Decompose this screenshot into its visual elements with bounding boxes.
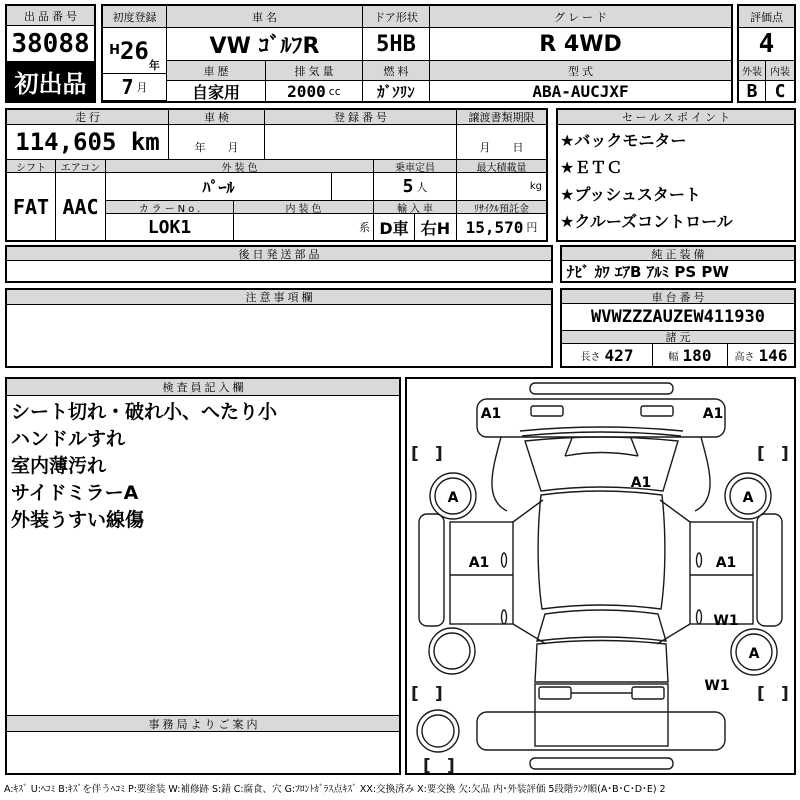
recycle-unit: 円 bbox=[526, 221, 538, 234]
right-door-folds bbox=[657, 500, 690, 644]
inspector-note: シート切れ・破れ小、へたり小 bbox=[11, 401, 278, 423]
sales-point-item: ★プッシュスタート bbox=[560, 185, 701, 204]
max-load-label: 最大積載量 bbox=[457, 160, 546, 173]
inspection-value: 年 月 bbox=[169, 125, 265, 160]
damage-label-front-left-fender: A1 bbox=[480, 406, 502, 422]
rear-window bbox=[537, 610, 666, 641]
damage-label-front-right-fender: A1 bbox=[702, 406, 724, 422]
interior-label: 内装 bbox=[766, 61, 794, 81]
left-taillight bbox=[539, 687, 571, 699]
import-label: 輸入車 bbox=[374, 201, 457, 214]
shift-label: シフト bbox=[7, 160, 56, 173]
office-label: 事務局よりご案内 bbox=[7, 715, 399, 732]
displacement bbox=[266, 81, 363, 101]
interior-color-value: 系 bbox=[234, 214, 374, 240]
height-label: 高さ bbox=[734, 351, 755, 363]
transfer-docs-value: 月 日 bbox=[457, 125, 546, 160]
bracket: ] bbox=[435, 444, 443, 464]
first-registration-label: 初度登録 bbox=[103, 6, 167, 28]
first-listing-badge: 初出品 bbox=[7, 62, 94, 101]
office-value bbox=[7, 732, 399, 773]
damage-labels bbox=[448, 406, 760, 694]
right-taillight bbox=[632, 687, 664, 699]
damage-label-windshield: A1 bbox=[630, 475, 652, 491]
oem-equipment-box bbox=[560, 245, 796, 283]
capacity-unit: 人 bbox=[416, 180, 428, 194]
left-rear-door-handle bbox=[502, 610, 507, 624]
model-code-label: 型式 bbox=[430, 61, 731, 81]
damage-code-legend: A:ｷｽﾞ U:ﾍｺﾐ B:ｷｽﾞを伴うﾍｺﾐ P:要塗装 W:補修跡 S:錆 C:腐食、穴 G:ﾌﾛﾝﾄｶﾞﾗｽ点ｷｽﾞ XX:交換済み X:要交換 欠:欠品 内･外装評価 5段階ﾗﾝｸ順(A･B･C･D･E) 2 bbox=[4, 784, 666, 795]
oem-equipment-value: ﾅﾋﾞ ｶﾜ ｴｱB ｱﾙﾐ PS PW bbox=[567, 262, 729, 281]
roof bbox=[538, 491, 665, 609]
score-label: 評価点 bbox=[739, 6, 794, 28]
sill-brackets bbox=[411, 444, 789, 773]
year-unit: 年 bbox=[148, 59, 160, 72]
right-headlight bbox=[641, 406, 673, 416]
reg-year: 26 bbox=[119, 36, 149, 65]
caution-box bbox=[5, 288, 553, 368]
sales-points-label: セールスポイント bbox=[558, 110, 794, 125]
auction-number-label: 出品番号 bbox=[7, 6, 94, 26]
rear-bumper-panel bbox=[477, 712, 725, 750]
damage-label-rear-right-quarter: W1 bbox=[704, 678, 730, 694]
spare-tire-inner bbox=[422, 715, 454, 747]
width-label: 幅 bbox=[668, 351, 679, 363]
fuel: ｶﾞｿﾘﾝ bbox=[363, 81, 430, 101]
inspector-label: 検査員記入欄 bbox=[7, 379, 399, 396]
bracket: ] bbox=[435, 684, 443, 704]
later-parts-value bbox=[7, 261, 551, 281]
bracket: [ bbox=[423, 756, 431, 773]
right-front-door-handle bbox=[697, 553, 702, 567]
inspection-label: 車検 bbox=[169, 110, 265, 125]
sales-points-list bbox=[560, 127, 792, 238]
left-door-folds bbox=[513, 500, 546, 644]
damage-label-rear-right-wheel: A bbox=[748, 646, 760, 662]
exterior-color-value: ﾊﾟｰﾙ bbox=[106, 173, 332, 201]
damage-label-front-left-door: A1 bbox=[468, 555, 490, 571]
mileage-value: 114,605 km bbox=[7, 125, 169, 160]
fuel-label: 燃料 bbox=[363, 61, 430, 81]
first-registration-year bbox=[103, 28, 167, 74]
width-value: 180 bbox=[682, 345, 712, 365]
color-no-value: LOK1 bbox=[106, 214, 234, 240]
trunk bbox=[535, 641, 668, 683]
import-type: D車 bbox=[374, 214, 415, 240]
chassis-box bbox=[560, 288, 796, 368]
history: 自家用 bbox=[167, 81, 266, 101]
spare-tire bbox=[417, 710, 459, 752]
inspector-note: 室内薄汚れ bbox=[11, 455, 107, 477]
vehicle-header-box bbox=[101, 4, 733, 103]
grade: R 4WD bbox=[430, 28, 731, 61]
recycle-deposit-value bbox=[457, 214, 546, 240]
recycle-number: 15,570 bbox=[465, 217, 524, 237]
score-box bbox=[737, 4, 796, 103]
windshield-inner bbox=[565, 438, 638, 456]
left-headlight bbox=[531, 406, 563, 416]
exterior-grade: B bbox=[739, 81, 766, 101]
ac-label: エアコン bbox=[56, 160, 106, 173]
inspector-note: サイドミラーA bbox=[11, 482, 139, 504]
displacement-unit: cc bbox=[328, 84, 341, 98]
bracket: ] bbox=[781, 444, 789, 464]
info-box bbox=[5, 108, 548, 242]
windshield bbox=[525, 437, 678, 491]
right-rear-door-handle bbox=[697, 610, 702, 624]
mileage-label: 走行 bbox=[7, 110, 169, 125]
car-name-label: 車名 bbox=[167, 6, 363, 28]
grade-label: グレード bbox=[430, 6, 731, 28]
rear-bumper bbox=[530, 758, 673, 769]
caution-label: 注意事項欄 bbox=[7, 290, 551, 305]
cowl-line bbox=[520, 427, 683, 431]
model-code: ABA-AUCJXF bbox=[532, 81, 629, 101]
capacity-value bbox=[374, 173, 457, 201]
chassis-number-value: WVWZZZAUZEW411930 bbox=[562, 304, 794, 331]
cowl-line-2 bbox=[522, 432, 681, 436]
shift-value: FAT bbox=[7, 173, 56, 240]
month-unit: 月 bbox=[136, 81, 148, 94]
hood-panel bbox=[477, 399, 725, 437]
ac-value: AAC bbox=[56, 173, 106, 240]
max-load-value: kg bbox=[457, 173, 546, 201]
inspector-notes bbox=[11, 399, 397, 709]
caution-value bbox=[7, 305, 551, 366]
capacity-label: 乗車定員 bbox=[374, 160, 457, 173]
capacity-number: 5 bbox=[402, 176, 414, 197]
front-bumper bbox=[530, 383, 673, 394]
sales-points-box bbox=[556, 108, 796, 242]
exterior-color-sub-cell bbox=[332, 173, 374, 201]
recycle-deposit-label: ﾘｻｲｸﾙ預託金 bbox=[457, 201, 546, 214]
car-name: VW ｺﾞﾙﾌR bbox=[167, 28, 363, 61]
interior-grade: C bbox=[774, 81, 786, 101]
damage-diagram-box bbox=[405, 377, 796, 775]
history-label: 車歴 bbox=[167, 61, 266, 81]
color-no-label: カラーNo. bbox=[106, 201, 234, 214]
inspector-note: ハンドルすれ bbox=[11, 428, 126, 450]
left-body-flare bbox=[492, 437, 507, 511]
length-value: 427 bbox=[604, 345, 634, 365]
bracket: [ bbox=[757, 684, 765, 704]
car-damage-diagram bbox=[407, 379, 794, 773]
exterior-color-label: 外装色 bbox=[106, 160, 374, 173]
damage-label-rear-right-door: W1 bbox=[713, 613, 739, 629]
bracket: ] bbox=[447, 756, 455, 773]
sales-point-item: ★バックモニター bbox=[560, 131, 687, 150]
era-prefix: H bbox=[109, 43, 120, 58]
rear-left-wheel bbox=[429, 628, 475, 674]
later-parts-box bbox=[5, 245, 553, 283]
right-side-sill bbox=[757, 514, 782, 626]
registration-number-value bbox=[265, 125, 457, 160]
spec-label: 諸元 bbox=[562, 331, 794, 344]
first-registration-month bbox=[103, 74, 167, 101]
bracket: [ bbox=[411, 684, 419, 704]
rear-left-wheel-inner bbox=[434, 633, 470, 669]
displacement-label: 排気量 bbox=[266, 61, 363, 81]
left-door-block bbox=[450, 522, 513, 624]
oem-equipment-label: 純正装備 bbox=[562, 247, 794, 261]
right-body-flare bbox=[695, 437, 710, 511]
door-shape-label: ドア形状 bbox=[363, 6, 430, 28]
damage-label-front-right-wheel: A bbox=[742, 490, 754, 506]
bracket: [ bbox=[757, 444, 765, 464]
height-value: 146 bbox=[758, 345, 788, 365]
damage-label-front-left-wheel: A bbox=[447, 490, 459, 506]
displacement-value: 2000 bbox=[287, 81, 326, 101]
score-value: 4 bbox=[739, 28, 794, 61]
interior-color-label: 内装色 bbox=[234, 201, 374, 214]
door-shape: 5HB bbox=[363, 28, 430, 61]
chassis-number-label: 車台番号 bbox=[562, 290, 794, 304]
height-cell bbox=[728, 344, 794, 366]
exterior-label: 外装 bbox=[739, 61, 766, 81]
length-cell bbox=[562, 344, 653, 366]
handle-position: 右H bbox=[415, 214, 457, 240]
inspector-note: 外装うすい線傷 bbox=[11, 509, 145, 531]
registration-number-label: 登録番号 bbox=[265, 110, 457, 125]
sales-point-item: ★ＥＴＣ bbox=[560, 158, 623, 177]
left-front-door-handle bbox=[502, 553, 507, 567]
length-label: 長さ bbox=[580, 351, 601, 363]
sales-point-item: ★クルーズコントロール bbox=[560, 212, 733, 231]
transfer-docs-label: 譲渡書類期限 bbox=[457, 110, 546, 125]
bracket: [ bbox=[411, 444, 419, 464]
damage-label-front-right-door: A1 bbox=[715, 555, 737, 571]
auction-number: 38088 bbox=[7, 26, 94, 62]
width-cell bbox=[653, 344, 728, 366]
bracket: ] bbox=[781, 684, 789, 704]
reg-month: 7 bbox=[121, 75, 134, 99]
right-door-block bbox=[690, 522, 753, 624]
later-parts-label: 後日発送部品 bbox=[7, 247, 551, 261]
inspector-box bbox=[5, 377, 401, 775]
auction-number-box bbox=[5, 4, 96, 103]
left-side-sill bbox=[419, 514, 444, 626]
